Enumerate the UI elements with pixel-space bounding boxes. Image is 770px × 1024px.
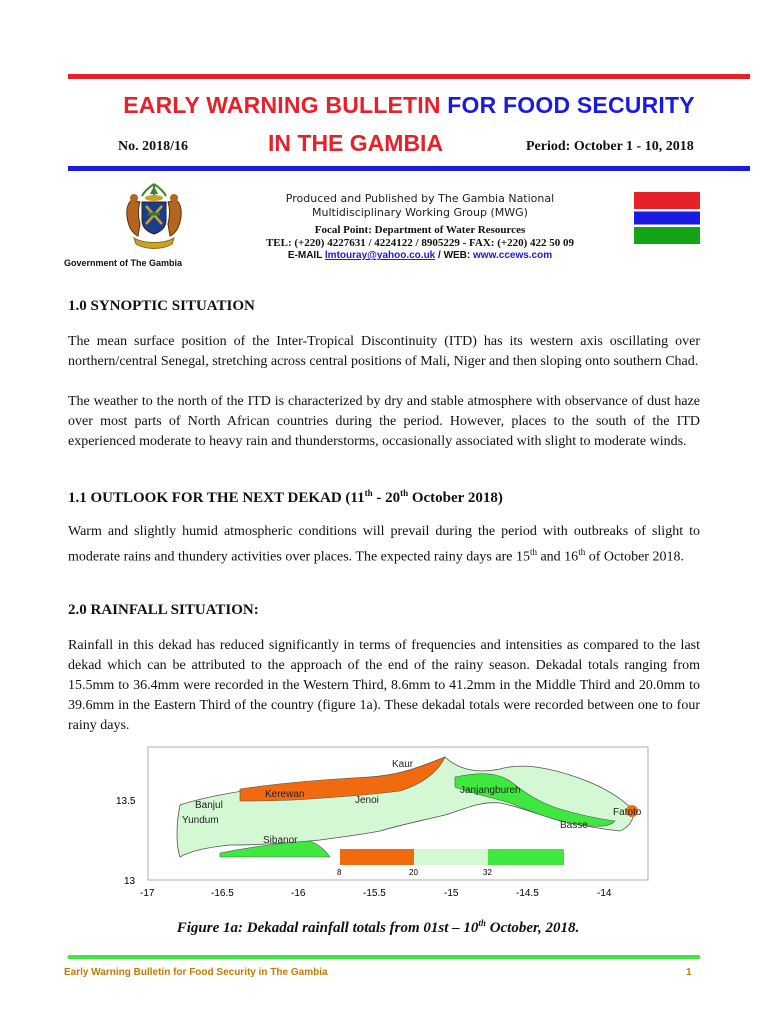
coat-of-arms-icon [104, 180, 204, 254]
place-janjangbureh: Janjangbureh [460, 785, 521, 796]
outlook-paragraph [68, 522, 700, 568]
producer-line-1: Produced and Published by The Gambia National [285, 192, 555, 205]
outlook-heading-sup1: th [364, 488, 373, 498]
synoptic-paragraph-1: The mean surface position of the Inter-Tropical Discontinuity (ITD) has its western axis oscillating over northern/central Senegal, stretching across central positions of Mali, Niger and then sloping onto southern Chad. [68, 334, 700, 369]
y-tick-13-5: 13.5 [116, 796, 136, 807]
x-tick-minus16: -16 [291, 888, 306, 899]
place-kerewan: Kerewan [265, 789, 305, 800]
contact-line [200, 250, 640, 262]
section-outlook-heading [68, 488, 503, 507]
place-kaur: Kaur [392, 759, 414, 770]
synoptic-paragraph-2: The weather to the north of the ITD is characterized by dry and stable atmosphere with observance of dust haze over most parts of North African countries during the period. However, places to the south of the ITD experienced moderate to heavy rain and thunderstorms, occasionally associated with slight to moderate winds. [68, 394, 700, 449]
legend-label-20: 20 [409, 868, 418, 877]
outlook-heading-c: October 2018) [408, 490, 503, 506]
x-tick-minus16-5: -16.5 [211, 888, 234, 899]
x-tick-minus14: -14 [597, 888, 612, 899]
x-tick-minus17: -17 [140, 888, 155, 899]
caption-text-b: October, 2018. [485, 920, 580, 936]
legend-swatch-lightgreen [414, 849, 488, 865]
place-fatoto: Fatoto [613, 807, 642, 818]
legend-swatch-green [488, 849, 564, 865]
x-tick-minus15-5: -15.5 [363, 888, 386, 899]
email-link[interactable]: lmtouray@yahoo.co.uk [324, 250, 436, 261]
y-tick-13: 13 [124, 876, 136, 887]
x-tick-minus14-5: -14.5 [516, 888, 539, 899]
title-part2: FOR FOOD SECURITY [447, 92, 695, 118]
bulletin-period: Period: October 1 - 10, 2018 [526, 139, 694, 154]
producer-info [240, 192, 600, 220]
telephone-fax: TEL: (+220) 4227631 / 4224122 / 8905229 - FAX: (+220) 422 50 09 [265, 237, 575, 249]
header-top-rule [68, 74, 750, 79]
caption-sup: th [478, 918, 486, 928]
section-synoptic-heading: 1.0 SYNOPTIC SITUATION [68, 298, 255, 314]
place-sibanor: Sibanor [263, 835, 298, 846]
outlook-heading-sup2: th [400, 488, 409, 498]
bulletin-number: No. 2018/16 [118, 139, 188, 154]
outlook-text-sup2: th [578, 547, 586, 557]
x-tick-minus15: -15 [444, 888, 459, 899]
footer-title: Early Warning Bulletin for Food Security in The Gambia [64, 967, 328, 978]
footer-rule [68, 955, 700, 959]
outlook-text-c: of October 2018. [585, 549, 684, 565]
title-line2: IN THE GAMBIA [268, 130, 444, 156]
outlook-text-sup1: th [529, 547, 537, 557]
place-basse: Basse [560, 820, 588, 831]
bulletin-title [68, 92, 750, 119]
rainfall-map-figure [100, 745, 660, 905]
title-part1: EARLY WARNING BULLETIN [123, 92, 441, 118]
header-bottom-rule [68, 166, 750, 171]
government-label: Government of The Gambia [64, 258, 183, 268]
outlook-heading-b: - 20 [372, 490, 401, 506]
focal-point-info [220, 224, 620, 250]
legend-label-8: 8 [337, 868, 342, 877]
place-jenoi: Jenoi [355, 795, 379, 806]
section-rainfall-heading: 2.0 RAINFALL SITUATION: [68, 602, 259, 618]
caption-text-a: Figure 1a: Dekadal rainfall totals from 01st – 10 [176, 920, 479, 936]
focal-point: Focal Point: Department of Water Resources [314, 224, 526, 236]
place-banjul: Banjul [195, 800, 223, 811]
gambia-flag-icon [634, 192, 700, 244]
outlook-heading-a: 1.1 OUTLOOK FOR THE NEXT DEKAD (11 [68, 490, 365, 506]
rainfall-paragraph: Rainfall in this dekad has reduced significantly in terms of frequencies and intensities as compared to the last dekad which can be attributed to the approach of the end of the rainy season. Dekadal totals ranging from 15.5mm to 36.4mm were recorded in the Western Third, 8.6mm to 41.2mm in the Middle Third and 20.0mm to 39.6mm in the Eastern Third of the country (figure 1a). These dekadal totals were recorded between one to four rainy days. [68, 638, 700, 733]
web-link[interactable]: www.ccews.com [473, 250, 553, 261]
producer-line-2: Multidisciplinary Working Group (MWG) [312, 206, 528, 219]
email-prefix: E-MAIL [287, 250, 323, 261]
web-prefix: / WEB: [438, 250, 471, 261]
legend-label-32: 32 [483, 868, 492, 877]
outlook-text-b: and 16 [536, 549, 579, 565]
page-number: 1 [686, 967, 692, 978]
figure-caption [68, 918, 688, 937]
outlook-text-a: Warm and slightly humid atmospheric conditions will prevail during the period with outbreaks of slight to moderate rains and thundery activities over places. The expected rainy days are 15 [68, 524, 700, 565]
place-yundum: Yundum [182, 815, 219, 826]
legend-swatch-orange [340, 849, 414, 865]
